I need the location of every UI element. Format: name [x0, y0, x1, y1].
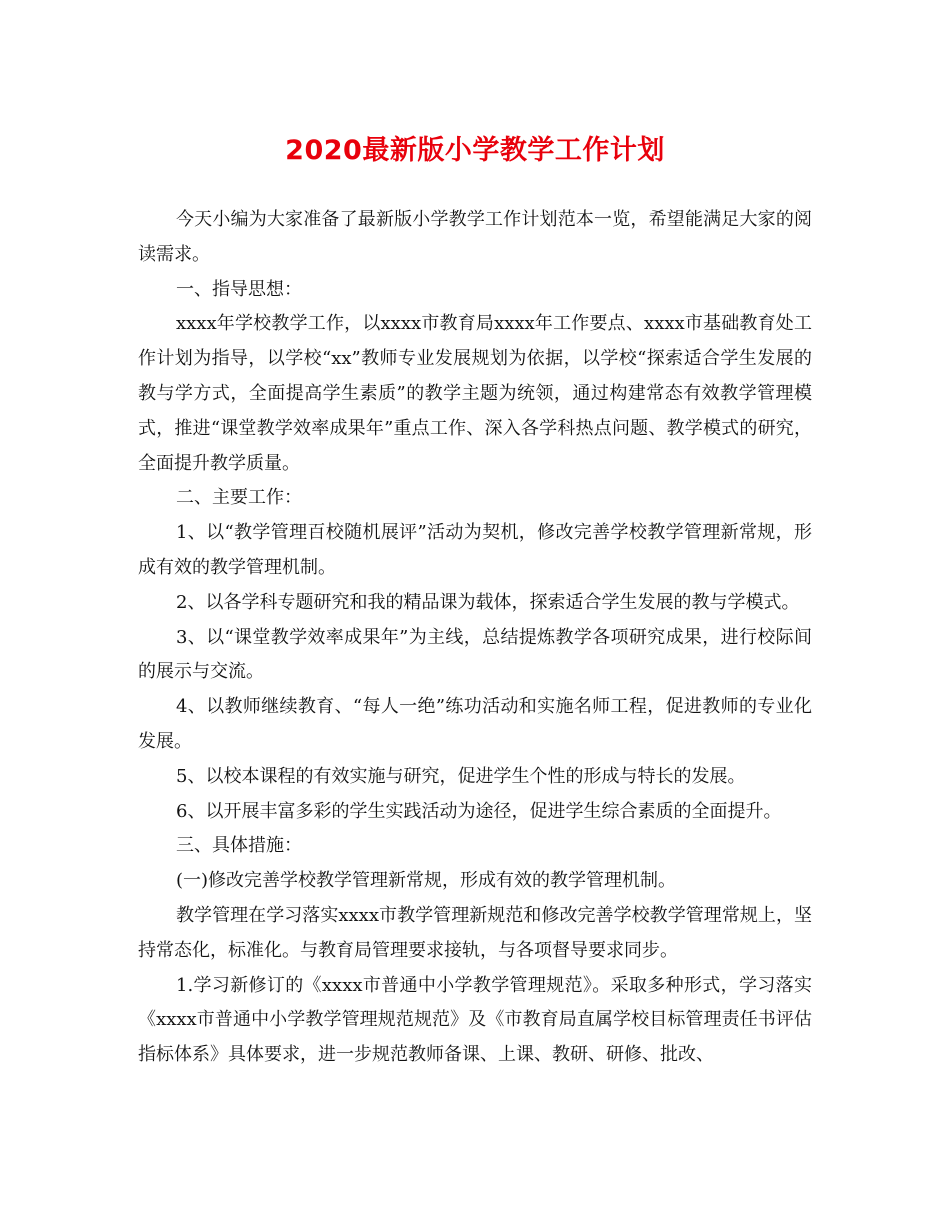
paragraph-intro: 今天小编为大家准备了最新版小学教学工作计划范本一览，希望能满足大家的阅读需求。: [138, 209, 812, 265]
list-item-main-work-6: 6、以开展丰富多彩的学生实践活动为途径，促进学生综合素质的全面提升。: [176, 800, 782, 822]
list-item-main-work-3: 3、以“课堂教学效率成果年”为主线，总结提炼教学各项研究成果，进行校际间的展示与交流。: [138, 626, 812, 683]
list-item-main-work-5: 5、以校本课程的有效实施与研究，促进学生个性的形成与特长的发展。: [176, 765, 746, 787]
paragraph-teaching-management: 教学管理在学习落实xxxx市教学管理新规范和修改完善学校教学管理常规上，坚持常态化，标准化。与教育局管理要求接轨，与各项督导要求同步。: [138, 904, 812, 961]
heading-specific-measures: 三、具体措施：: [176, 835, 302, 857]
heading-main-work: 二、主要工作：: [176, 487, 302, 509]
document-body: [138, 203, 812, 1073]
subheading-measure-1: (一)修改完善学校教学管理新常规，形成有效的教学管理机制。: [176, 870, 677, 892]
list-item-main-work-2: 2、以各学科专题研究和我的精品课为载体，探索适合学生发展的教与学模式。: [176, 591, 800, 613]
paragraph-study-regulations: 1.学习新修订的《xxxx市普通中小学教学管理规范》。采取多种形式，学习落实《xxxx市普通中小学教学管理规范规范》及《市教育局直属学校目标管理责任书评估指标体系》具体要求，进一步规范教师备课、上课、教研、研修、批改、: [138, 974, 812, 1066]
list-item-main-work-4: 4、以教师继续教育、“每人一绝”练功活动和实施名师工程，促进教师的专业化发展。: [138, 696, 812, 752]
list-item-main-work-1: 1、以“教学管理百校随机展评”活动为契机，修改完善学校教学管理新常规，形成有效的教学管理机制。: [138, 522, 812, 578]
heading-guiding-ideology: 一、指导思想：: [176, 278, 302, 300]
paragraph-guiding-ideology: xxxx年学校教学工作，以xxxx市教育局xxxx年工作要点、xxxx市基础教育处工作计划为指导，以学校“xx”教师专业发展规划为依据，以学校“探索适合学生发展的教与学方式，全面提高学生素质”的教学主题为统领，通过构建常态有效教学管理模式，推进“课堂教学效率成果年”重点工作、深入各学科热点问题、教学模式的研究，全面提升教学质量。: [138, 313, 812, 474]
document-title: 2020最新版小学教学工作计划: [285, 135, 665, 166]
